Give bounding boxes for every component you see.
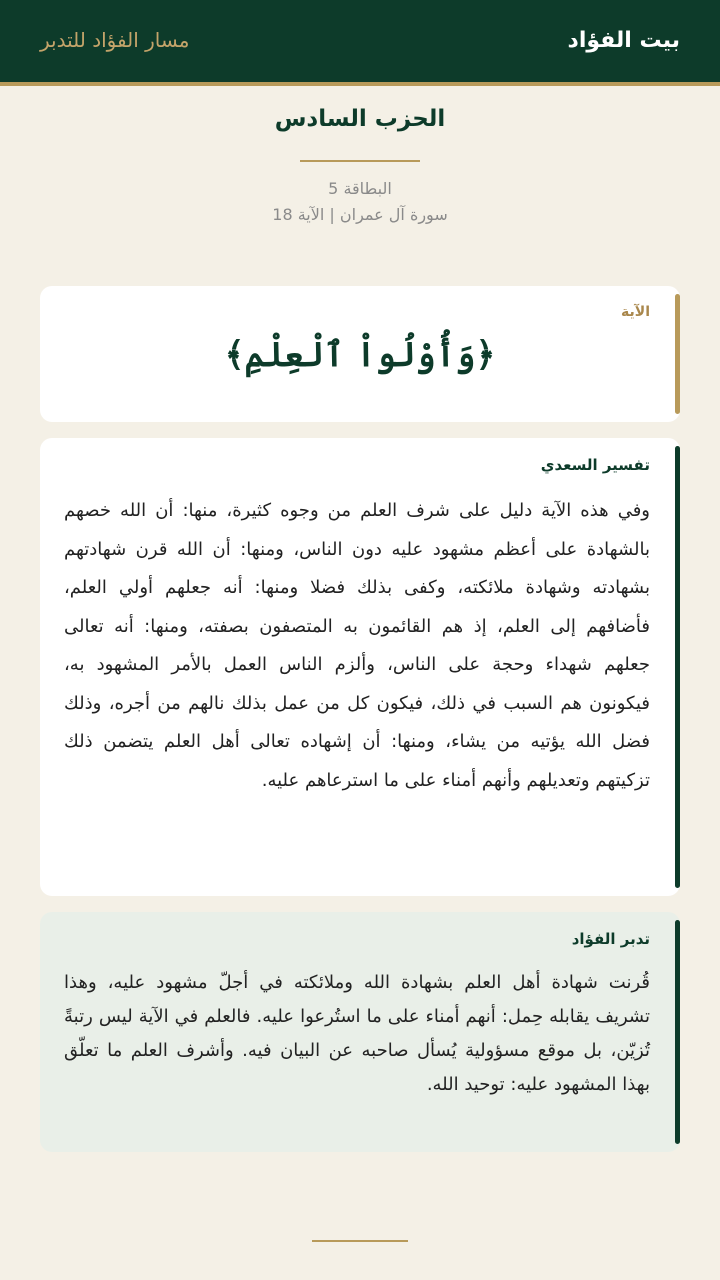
ayah-label: الآية <box>621 304 650 320</box>
card-title-block <box>0 100 720 228</box>
app-brand-title[interactable]: بيت الفؤاد <box>567 28 680 53</box>
title-divider <box>300 160 420 162</box>
app-subtitle[interactable]: مسار الفؤاد للتدبر <box>40 28 190 52</box>
tafsir-card <box>40 438 680 896</box>
tadabbur-text: قُرنت شهادة أهل العلم بشهادة الله وملائكته في أجلّ مشهود عليه، وهذا تشريف يقابله حِمل: أنهم أمناء على ما استُرعوا عليه. فالعلم في الآية ليس رتبةً تُزيّن، بل موقع مسؤولية يُسأل صاحبه عن البيان فيه. وأشرف العلم ما تعلّق بهذا المشهود عليه: توحيد الله. <box>64 972 650 1095</box>
ayah-text: ﴿وَأُوْلُواْ ٱلْعِلْمِ﴾ <box>224 335 496 375</box>
bottom-divider <box>312 1240 408 1242</box>
ayah-card <box>40 286 680 422</box>
tadabbur-card-accent-bar <box>675 920 680 1144</box>
tadabbur-card <box>40 912 680 1152</box>
page-title: الحزب السادس <box>274 106 446 132</box>
tafsir-card-accent-bar <box>675 446 680 888</box>
ayah-reference: سورة آل عمران | الآية 18 <box>272 205 448 224</box>
tafsir-label: تفسير السعدي <box>540 456 650 474</box>
tadabbur-label: تدبر الفؤاد <box>571 930 650 948</box>
app-header <box>0 0 720 86</box>
card-number: البطاقة 5 <box>328 179 392 198</box>
tafsir-text: وفي هذه الآية دليل على شرف العلم من وجوه كثيرة، منها: أن الله خصهم بالشهادة على أعظم مشهود عليه دون الناس، ومنها: أن الله قرن شهادتهم بشهادته وشهادة ملائكته، وكفى بذلك فضلا ومنها: أنه جعلهم أولي العلم، فأضافهم إلى العلم، إذ هم القائمون به المتصفون بصفته، ومنها: أنه تعالى جعلهم شهداء وحجة على الناس، وألزم الناس العمل بالأمر المشهود به، فيكونون هم السبب في ذلك، فيكون كل من عمل بذلك نالهم من أجره، وذلك فضل الله يؤتيه من يشاء، ومنها: أن إشهاده تعالى أهل العلم يتضمن ذلك تزكيتهم وتعديلهم وأنهم أمناء على ما استرعاهم عليه. <box>64 500 650 791</box>
